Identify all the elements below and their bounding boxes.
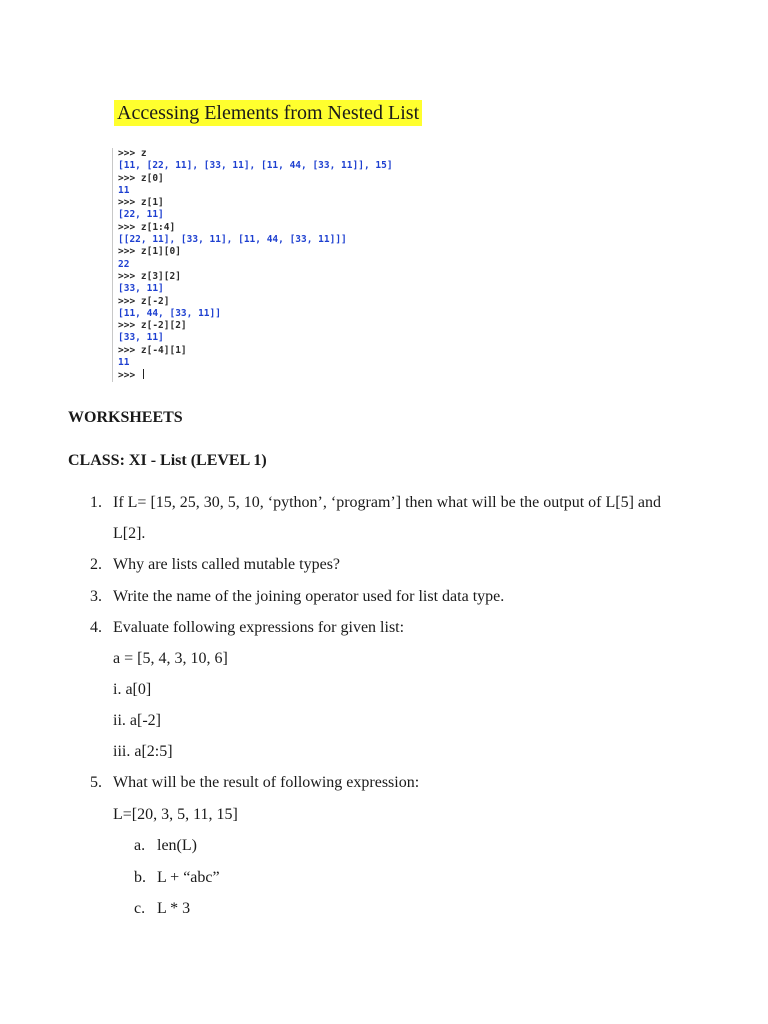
- console-prompt-line: >>> z[-2]: [118, 295, 170, 307]
- item-letter: c.: [134, 900, 146, 917]
- question-text: What will be the result of following expression:: [113, 774, 420, 791]
- question-number: 3.: [90, 588, 102, 605]
- console-prompt-line: >>>: [118, 369, 538, 381]
- item-letter: b.: [134, 869, 146, 886]
- console-output-line: 11: [118, 184, 130, 196]
- question-1-continued: L[2].: [113, 525, 146, 542]
- question-4-item-ii: ii. a[-2]: [113, 712, 161, 729]
- question-number: 2.: [90, 556, 102, 573]
- question-number: 4.: [90, 619, 102, 636]
- console-output-line: [11, 44, [33, 11]]: [118, 307, 221, 319]
- text-cursor: [143, 369, 144, 379]
- question-number: 5.: [90, 774, 102, 791]
- question-text: Write the name of the joining operator used for list data type.: [113, 588, 505, 605]
- console-output-line: [33, 11]: [118, 283, 164, 295]
- question-text: Why are lists called mutable types?: [113, 556, 341, 573]
- console-output-line: [33, 11]: [118, 332, 164, 344]
- console-output-line: [[22, 11], [33, 11], [11, 44, [33, 11]]]: [118, 234, 347, 246]
- console-prompt-line: >>> z: [118, 148, 147, 159]
- console-prompt-line: >>> z[3][2]: [118, 270, 181, 282]
- question-5-given-list: L=[20, 3, 5, 11, 15]: [113, 806, 238, 823]
- console-output-line: 11: [118, 357, 130, 369]
- python-console: [112, 148, 538, 382]
- heading-highlight: Accessing Elements from Nested List: [114, 100, 422, 126]
- question-text: If L= [15, 25, 30, 5, 10, ‘python’, ‘program’] then what will be the output of L[5] and: [113, 494, 662, 511]
- console-prompt-line: >>> z[-2][2]: [118, 320, 187, 332]
- question-text: Evaluate following expressions for given list:: [113, 619, 405, 636]
- question-4-item-i: i. a[0]: [113, 681, 152, 698]
- console-prompt-line: >>> z[-4][1]: [118, 344, 187, 356]
- console-prompt-line: >>> z[1][0]: [118, 246, 181, 258]
- console-output-line: [11, [22, 11], [33, 11], [11, 44, [33, 11]], 15]: [118, 160, 393, 172]
- item-text: len(L): [157, 837, 197, 854]
- console-prompt-line: >>> z[0]: [118, 172, 164, 184]
- console-output-line: 22: [118, 258, 130, 270]
- question-number: 1.: [90, 494, 102, 511]
- console-output-line: [22, 11]: [118, 209, 164, 221]
- item-letter: a.: [134, 837, 146, 854]
- console-prompt-line: >>> z[1]: [118, 197, 164, 209]
- question-4-given-list: a = [5, 4, 3, 10, 6]: [113, 650, 228, 667]
- item-text: L + “abc”: [157, 869, 220, 886]
- question-4-item-iii: iii. a[2:5]: [113, 743, 173, 760]
- console-prompt-line: >>> z[1:4]: [118, 221, 176, 233]
- class-title: CLASS: XI - List (LEVEL 1): [68, 452, 267, 469]
- item-text: L * 3: [157, 900, 191, 917]
- worksheets-title: WORKSHEETS: [68, 409, 183, 426]
